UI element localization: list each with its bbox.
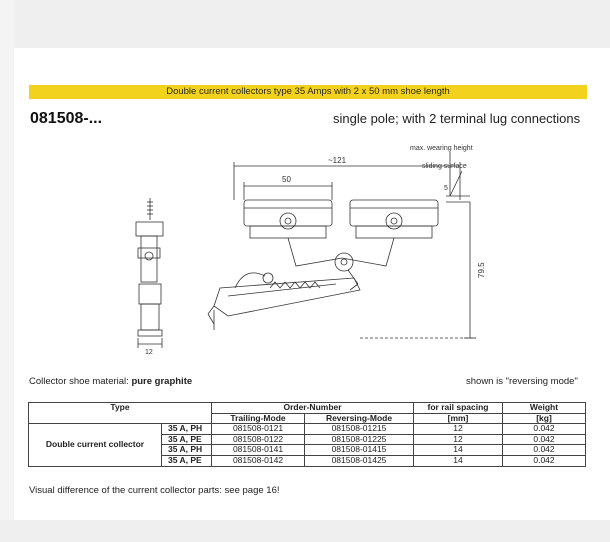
left-margin — [0, 0, 14, 542]
weight: 0.042 — [503, 455, 586, 466]
col-rail-spacing: for rail spacing — [414, 403, 503, 414]
linkage — [208, 238, 394, 330]
reversing-number: 081508-01425 — [305, 455, 414, 466]
reversing-number: 081508-01415 — [305, 445, 414, 456]
weight: 0.042 — [503, 434, 586, 445]
material-value: pure graphite — [131, 376, 193, 387]
group-label: Double current collector — [29, 424, 162, 466]
footnote: Visual difference of the current collector parts: see page 16! — [29, 485, 280, 496]
col-reversing: Reversing-Mode — [305, 413, 414, 424]
order-table — [28, 402, 586, 467]
reversing-number: 081508-01215 — [305, 424, 414, 435]
weight: 0.042 — [503, 424, 586, 435]
label-sliding-surface: sliding surface — [422, 163, 467, 170]
trailing-number: 081508-0122 — [212, 434, 305, 445]
rail-spacing: 12 — [414, 424, 503, 435]
variant: 35 A, PE — [162, 434, 212, 445]
variant: 35 A, PH — [162, 424, 212, 435]
dim-wear-height: 5 — [444, 185, 448, 192]
trailing-number: 081508-0142 — [212, 455, 305, 466]
dim-height: 79.5 — [477, 262, 486, 278]
col-order-number: Order-Number — [212, 403, 414, 414]
part-number: 081508-... — [30, 110, 103, 127]
col-type: Type — [29, 403, 212, 424]
material-note — [29, 376, 192, 387]
dim-shoe-length: 50 — [282, 175, 291, 184]
shoe-left — [244, 200, 332, 238]
material-label: Collector shoe material: — [29, 376, 132, 387]
variant: 35 A, PH — [162, 445, 212, 456]
top-margin — [0, 0, 610, 48]
bottom-margin — [0, 520, 610, 542]
trailing-number: 081508-0121 — [212, 424, 305, 435]
reversing-number: 081508-01225 — [305, 434, 414, 445]
trailing-number: 081508-0141 — [212, 445, 305, 456]
col-rail-unit: [mm] — [414, 413, 503, 424]
weight: 0.042 — [503, 445, 586, 456]
dim-side-width: 12 — [145, 349, 153, 356]
technical-drawing — [110, 138, 490, 368]
table-header-row — [29, 403, 586, 414]
dim-overall-width: ~121 — [328, 156, 347, 165]
shown-mode-note: shown is "reversing mode" — [466, 376, 578, 387]
col-trailing: Trailing-Mode — [212, 413, 305, 424]
rail-spacing: 14 — [414, 445, 503, 456]
title-banner: Double current collectors type 35 Amps with 2 x 50 mm shoe length — [29, 85, 587, 99]
rail-spacing: 14 — [414, 455, 503, 466]
product-description: single pole; with 2 terminal lug connections — [333, 111, 581, 126]
shoe-right — [350, 200, 438, 238]
side-view — [136, 198, 163, 348]
col-weight-unit: [kg] — [503, 413, 586, 424]
table-row — [29, 424, 586, 435]
label-max-wearing-height: max. wearing height — [410, 145, 473, 152]
col-weight: Weight — [503, 403, 586, 414]
variant: 35 A, PE — [162, 455, 212, 466]
rail-spacing: 12 — [414, 434, 503, 445]
